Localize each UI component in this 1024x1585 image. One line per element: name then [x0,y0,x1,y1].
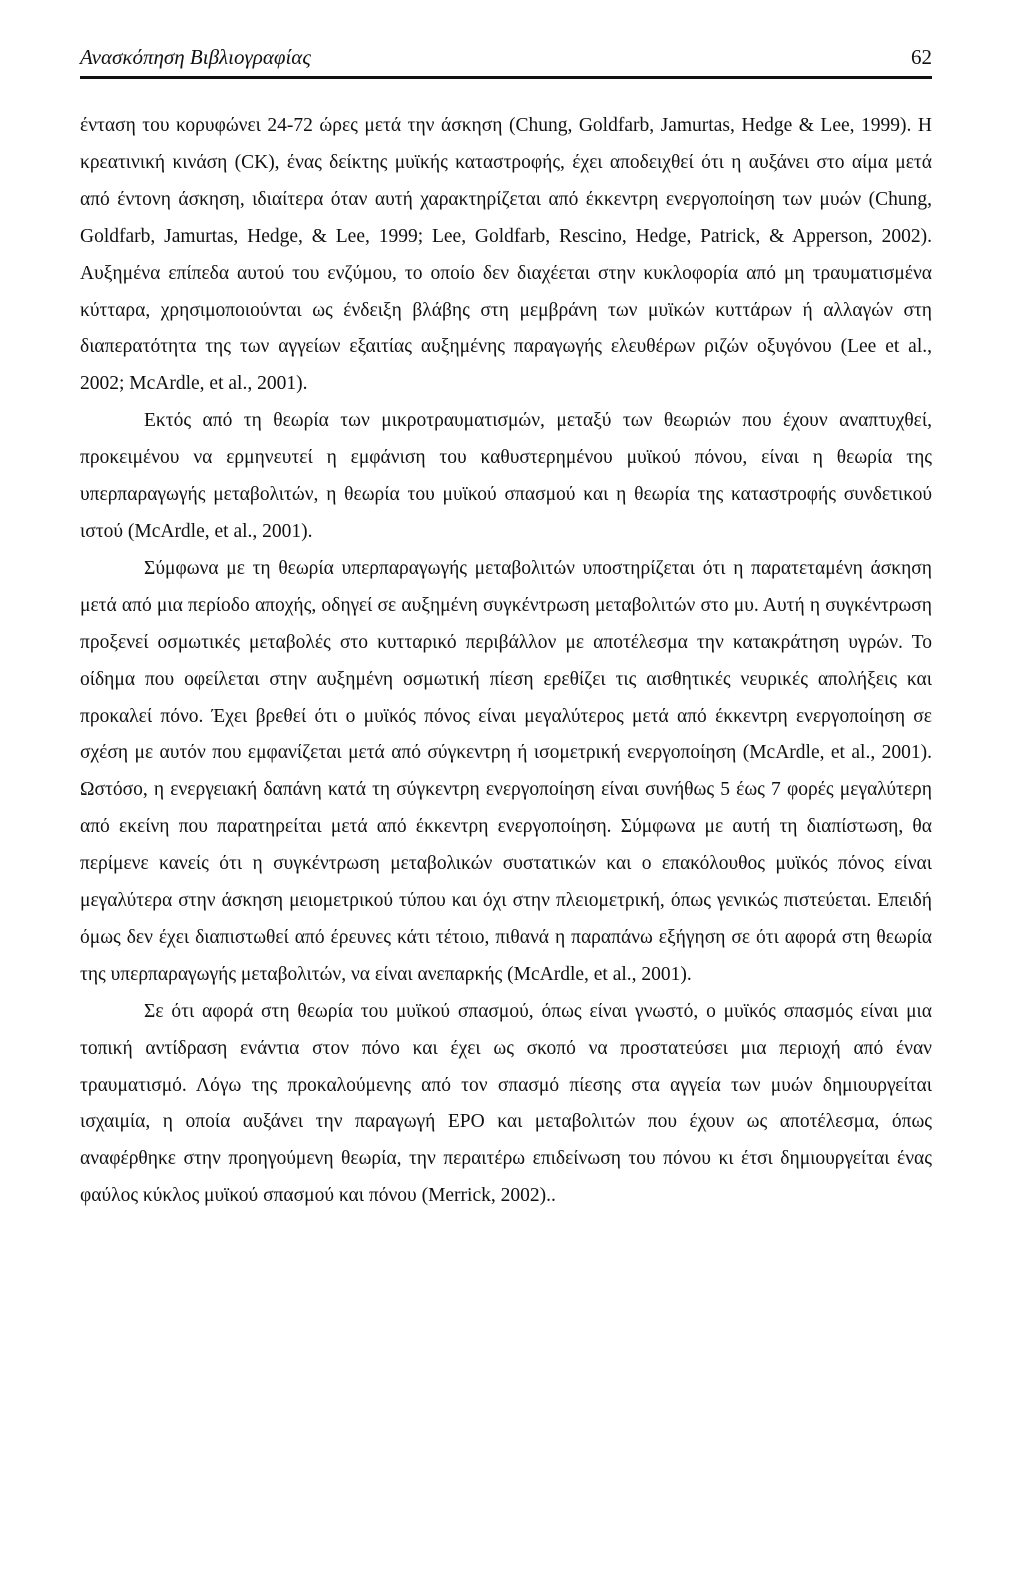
paragraph-2: Εκτός από τη θεωρία των μικροτραυματισμών, μεταξύ των θεωριών που έχουν αναπτυχθεί, προκειμένου να ερμηνευτεί η εμφάνιση του καθυστερημένου μυϊκού πόνου, είναι η θεωρία της υπερπαραγωγής μεταβολιτών, η θεωρία του μυϊκού σπασμού και η θεωρία της καταστροφής συνδετικού ιστού (McArdle, et al., 2001). [80,410,932,542]
body-text [80,108,932,1215]
page-number: 62 [911,45,932,69]
running-header [80,40,932,79]
header-title: Ανασκόπηση Βιβλιογραφίας [80,45,311,69]
paragraph-1: ένταση του κορυφώνει 24-72 ώρες μετά την άσκηση (Chung, Goldfarb, Jamurtas, Hedge & Lee, 1999). Η κρεατινική κινάση (CK), ένας δείκτης μυϊκής καταστροφής, έχει αποδειχθεί ότι η αυξάνει στο αίμα μετά από έντονη άσκηση, ιδιαίτερα όταν αυτή χαρακτηρίζεται από έκκεντρη ενεργοποίηση των μυών (Chung, Goldfarb, Jamurtas, Hedge, & Lee, 1999; Lee, Goldfarb, Rescino, Hedge, Patrick, & Apperson, 2002). Αυξημένα επίπεδα αυτού του ενζύμου, το οποίο δεν διαχέεται στην κυκλοφορία από μη τραυματισμένα κύτταρα, χρησιμοποιούνται ως ένδειξη βλάβης στη μεμβράνη των μυϊκών κυττάρων ή αλλαγών στη διαπερατότητα της των αγγείων εξαιτίας αυξημένης παραγωγής ελευθέρων ριζών οξυγόνου (Lee et al., 2002; McArdle, et al., 2001). [80,115,932,395]
paragraph-3: Σύμφωνα με τη θεωρία υπερπαραγωγής μεταβολιτών υποστηρίζεται ότι η παρατεταμένη άσκηση μετά από μια περίοδο αποχής, οδηγεί σε αυξημένη συγκέντρωση μεταβολιτών στο μυ. Αυτή η συγκέντρωση προξενεί οσμωτικές μεταβολές στο κυτταρικό περιβάλλον με αποτέλεσμα την κατακράτηση υγρών. Το οίδημα που οφείλεται στην αυξημένη οσμωτική πίεση ερεθίζει τις αισθητικές νευρικές απολήξεις και προκαλεί πόνο. Έχει βρεθεί ότι ο μυϊκός πόνος είναι μεγαλύτερος μετά από έκκεντρη ενεργοποίηση σε σχέση με αυτόν που εμφανίζεται μετά από σύγκεντρη ή ισομετρική ενεργοποίηση (McArdle, et al., 2001). Ωστόσο, η ενεργειακή δαπάνη κατά τη σύγκεντρη ενεργοποίηση είναι συνήθως 5 έως 7 φορές μεγαλύτερη από εκείνη που παρατηρείται μετά από έκκεντρη ενεργοποίηση. Σύμφωνα με αυτή τη διαπίστωση, θα περίμενε κανείς ότι η συγκέντρωση μεταβολικών συστατικών και ο επακόλουθος μυϊκός πόνος είναι μεγαλύτερα στην άσκηση μειομετρικού τύπου και όχι στην πλειομετρική, όπως γενικώς πιστεύεται. Επειδή όμως δεν έχει διαπιστωθεί από έρευνες κάτι τέτοιο, πιθανά η παραπάνω εξήγηση σε ότι αφορά στη θεωρία της υπερπαραγωγής μεταβολιτών, να είναι ανεπαρκής (McArdle, et al., 2001). [80,557,932,985]
paragraph-4: Σε ότι αφορά στη θεωρία του μυϊκού σπασμού, όπως είναι γνωστό, ο μυϊκός σπασμός είναι μια τοπική αντίδραση ενάντια στον πόνο και έχει ως σκοπό να προστατεύσει μια περιοχή από έναν τραυματισμό. Λόγω της προκαλούμενης από τον σπασμό πίεσης στα αγγεία των μυών δημιουργείται ισχαιμία, η οποία αυξάνει την παραγωγή ΕΡΟ και μεταβολιτών που έχουν ως αποτέλεσμα, όπως αναφέρθηκε στην προηγούμενη θεωρία, την περαιτέρω επιδείνωση του πόνου κι έτσι δημιουργείται ένας φαύλος κύκλος μυϊκού σπασμού και πόνου (Merrick, 2002).. [80,1000,932,1207]
